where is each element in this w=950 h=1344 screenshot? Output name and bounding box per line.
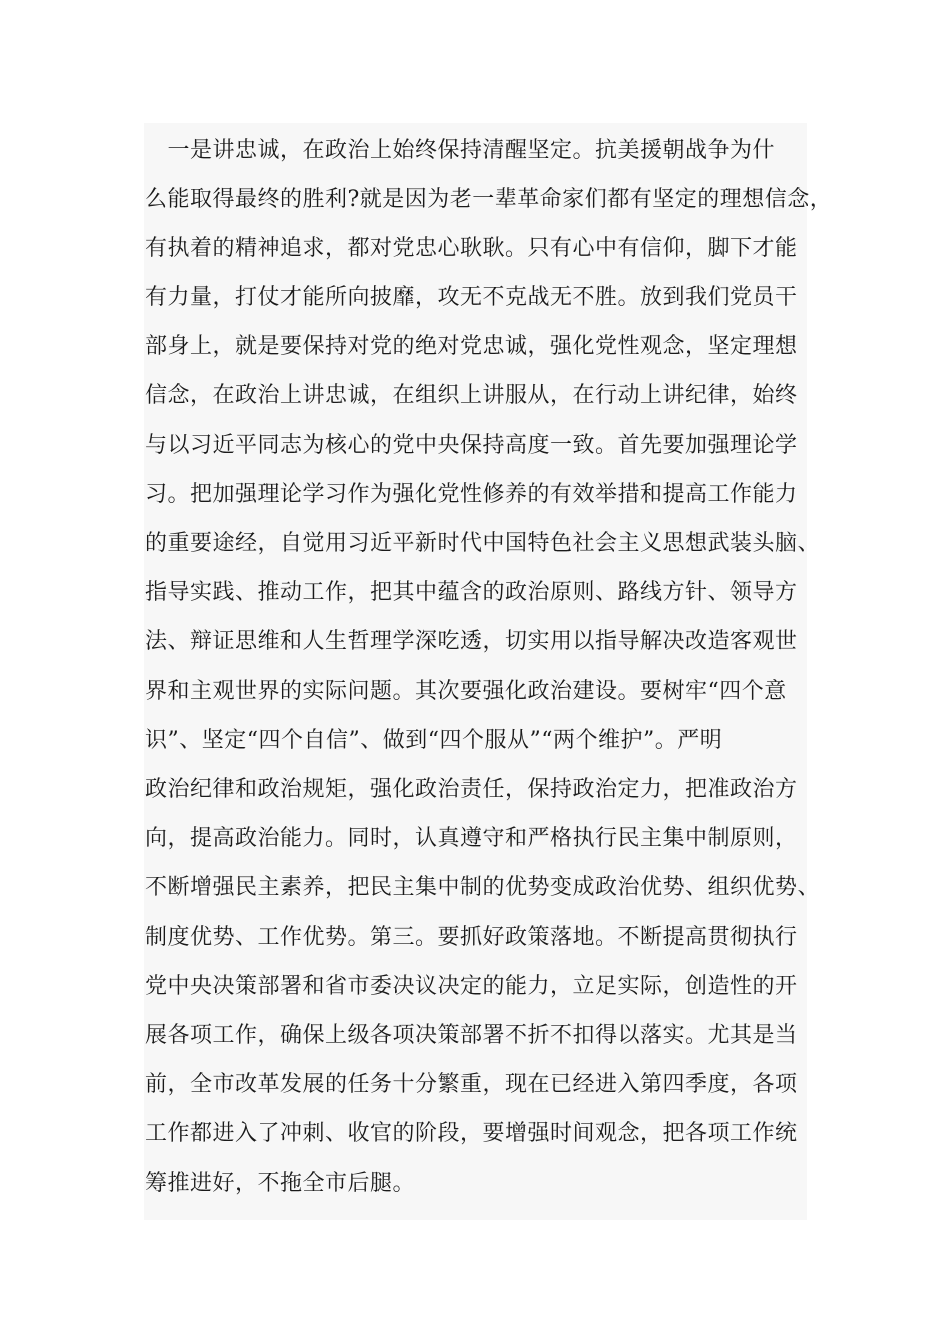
paragraph-line-14: 政治纪律和政治规矩，强化政治责任，保持政治定力，把准政治方 — [145, 777, 798, 802]
paragraph-line-10: 指导实践、推动工作，把其中蕴含的政治原则、路线方针、领导方 — [145, 580, 798, 605]
paragraph-line-5: 部身上，就是要保持对党的绝对党忠诚，强化党性观念，坚定理想 — [145, 334, 798, 359]
paragraph-line-3: 有执着的精神追求，都对党忠心耿耿。只有心中有信仰，脚下才能 — [145, 236, 798, 261]
paragraph-line-16: 不断增强民主素养，把民主集中制的优势变成政治优势、组织优势、 — [145, 875, 821, 900]
paragraph-line-7: 与以习近平同志为核心的党中央保持高度一致。首先要加强理论学 — [145, 433, 798, 458]
paragraph-line-11: 法、辩证思维和人生哲理学深吃透，切实用以指导解决改造客观世 — [145, 629, 798, 654]
paragraph-line-8: 习。把加强理论学习作为强化党性修养的有效举措和提高工作能力 — [145, 482, 798, 507]
paragraph-line-22: 筹推进好，不拖全市后腿。 — [145, 1171, 416, 1196]
paragraph-line-12: 界和主观世界的实际问题。其次要强化政治建设。要树牢“四个意 — [145, 679, 787, 704]
paragraph-line-19: 展各项工作，确保上级各项决策部署不折不扣得以落实。尤其是当 — [145, 1023, 798, 1048]
paragraph-line-9: 的重要途经，自觉用习近平新时代中国特色社会主义思想武装头脑、 — [145, 531, 821, 556]
paragraph-line-13: 识”、坚定“四个自信”、做到“四个服从”“两个维护”。严明 — [145, 728, 723, 753]
paragraph-line-15: 向，提高政治能力。同时，认真遵守和严格执行民主集中制原则， — [145, 826, 798, 851]
paragraph-line-2: 么能取得最终的胜利?就是因为老一辈革命家们都有坚定的理想信念， — [145, 187, 833, 212]
paragraph-line-4: 有力量，打仗才能所向披靡，攻无不克战无不胜。放到我们党员干 — [145, 285, 798, 310]
paragraph-line-21: 工作都进入了冲刺、收官的阶段，要增强时间观念，把各项工作统 — [145, 1121, 798, 1146]
paragraph-line-1: 一是讲忠诚，在政治上始终保持清醒坚定。抗美援朝战争为什 — [145, 138, 776, 163]
paragraph-line-17: 制度优势、工作优势。第三。要抓好政策落地。不断提高贯彻执行 — [145, 925, 798, 950]
paragraph-line-20: 前，全市改革发展的任务十分繁重，现在已经进入第四季度，各项 — [145, 1072, 798, 1097]
paragraph-line-18: 党中央决策部署和省市委决议决定的能力，立足实际，创造性的开 — [145, 974, 798, 999]
paragraph-line-6: 信念，在政治上讲忠诚，在组织上讲服从，在行动上讲纪律，始终 — [145, 383, 798, 408]
